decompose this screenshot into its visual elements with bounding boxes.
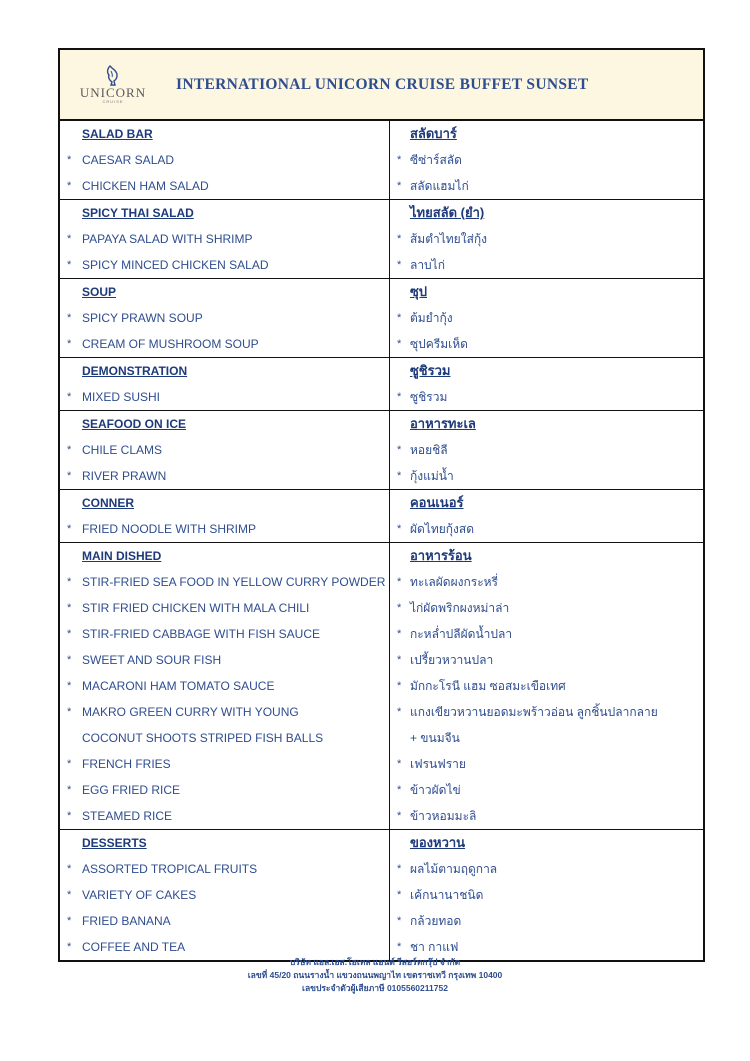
bullet-icon: * [67, 470, 72, 482]
bullet-icon: * [396, 915, 402, 927]
bullet-icon: * [67, 391, 72, 403]
menu-sections [60, 121, 703, 960]
bullet-icon: * [396, 889, 402, 901]
bullet-icon: * [67, 654, 72, 666]
bullet-icon: * [67, 706, 72, 718]
bullet-icon: * [67, 915, 72, 927]
menu-item [60, 595, 389, 621]
menu-item-label: STIR-FRIED SEA FOOD IN YELLOW CURRY POWDER [82, 575, 386, 589]
menu-item [390, 147, 703, 173]
bullet-icon: * [396, 810, 402, 822]
menu-item [390, 595, 703, 621]
menu-item [60, 908, 389, 934]
thai-column [390, 358, 703, 410]
menu-item [390, 569, 703, 595]
menu-item [60, 856, 389, 882]
menu-item-label: STIR-FRIED CABBAGE WITH FISH SAUCE [82, 627, 321, 641]
menu-item-label: เฟรนฟราย [409, 757, 466, 771]
menu-item [60, 647, 389, 673]
menu-item [390, 516, 703, 542]
section-heading: DEMONSTRATION [82, 364, 188, 378]
logo-subtext: CRUISE [102, 99, 124, 104]
unicorn-head-icon [104, 64, 122, 86]
menu-item-label: CREAM OF MUSHROOM SOUP [82, 337, 259, 351]
menu-item [390, 908, 703, 934]
menu-section [60, 410, 703, 489]
menu-item [60, 384, 389, 410]
bullet-icon: * [396, 391, 402, 403]
menu-item-label: EGG FRIED RICE [82, 783, 181, 797]
menu-item-label: ทะเลผัดผงกระหรี่ [409, 575, 499, 589]
menu-item-label: SPICY PRAWN SOUP [82, 311, 203, 325]
menu-item [390, 437, 703, 463]
menu-item [390, 725, 703, 751]
bullet-icon: * [396, 602, 402, 614]
menu-section [60, 542, 703, 829]
english-column [60, 279, 390, 357]
section-heading: SOUP [82, 285, 117, 299]
menu-item [60, 226, 389, 252]
menu-item-label: ลาบไก่ [409, 258, 445, 272]
menu-item [60, 147, 389, 173]
thai-column [390, 200, 703, 278]
menu-item-label: ไก่ผัดพริกผงหม่าล่า [409, 601, 510, 615]
menu-item-label: กุ้งแม่น้ำ [409, 469, 454, 483]
bullet-icon: * [67, 758, 72, 770]
menu-item [60, 673, 389, 699]
english-column [60, 121, 390, 199]
section-heading: DESSERTS [82, 836, 147, 850]
menu-item [60, 621, 389, 647]
menu-item-label: แกงเขียวหวานยอดมะพร้าวอ่อน ลูกชิ้นปลากลาย [409, 705, 658, 719]
bullet-icon: * [396, 312, 402, 324]
menu-item-label: FRIED BANANA [82, 914, 171, 928]
menu-item-label: ผลไม้ตามฤดูกาล [409, 862, 498, 876]
english-column [60, 543, 390, 829]
menu-item [390, 173, 703, 199]
thai-column [390, 121, 703, 199]
menu-item [390, 751, 703, 777]
bullet-icon: * [396, 628, 402, 640]
menu-item [60, 331, 389, 357]
menu-item-label: กล้วยทอด [409, 914, 462, 928]
bullet-icon: * [396, 784, 402, 796]
menu-item-label: มักกะโรนี แฮม ซอสมะเขือเทศ [409, 679, 566, 693]
menu-item [390, 463, 703, 489]
thai-column [390, 490, 703, 542]
menu-item [390, 777, 703, 803]
bullet-icon: * [396, 154, 402, 166]
menu-item [390, 305, 703, 331]
bullet-icon: * [396, 680, 402, 692]
bullet-icon: * [67, 233, 72, 245]
menu-item [390, 226, 703, 252]
menu-item [60, 777, 389, 803]
section-heading: CONNER [82, 496, 135, 510]
section-heading: ซุป [409, 284, 428, 299]
menu-section [60, 121, 703, 199]
menu-item-label: + ขนมจีน [409, 731, 460, 745]
menu-item-label: ซุปครีมเห็ด [409, 337, 468, 351]
menu-item-label: CHILE CLAMS [82, 443, 163, 457]
menu-item [60, 751, 389, 777]
bullet-icon: * [67, 602, 72, 614]
menu-item-label: SWEET AND SOUR FISH [82, 653, 222, 667]
menu-item-label: ข้าวหอมมะลิ [409, 809, 477, 823]
menu-item [390, 673, 703, 699]
menu-item [60, 173, 389, 199]
menu-item [60, 569, 389, 595]
logo-text: UNICORN [79, 85, 147, 100]
section-heading: ซูชิรวม [409, 363, 451, 378]
menu-item-label: สลัดแฮมไก่ [409, 179, 469, 193]
bullet-icon: * [396, 654, 402, 666]
bullet-icon: * [396, 259, 402, 271]
menu-item [60, 803, 389, 829]
menu-item-label: STEAMED RICE [82, 809, 173, 823]
menu-item [60, 437, 389, 463]
thai-column [390, 543, 703, 829]
menu-header [60, 50, 703, 121]
bullet-icon: * [396, 941, 402, 953]
menu-item-label: FRENCH FRIES [82, 757, 171, 771]
menu-item [60, 252, 389, 278]
bullet-icon: * [67, 180, 72, 192]
menu-item-label: เปรี้ยวหวานปลา [409, 653, 494, 667]
menu-item-label: หอยชิลี [409, 443, 448, 457]
menu-item-label: ซูชิรวม [409, 390, 448, 404]
bullet-icon: * [396, 338, 402, 350]
section-heading: สลัดบาร์ [409, 126, 457, 141]
menu-item-label: กะหล่ำปลีผัดน้ำปลา [409, 627, 513, 641]
bullet-icon: * [67, 889, 72, 901]
menu-item [390, 331, 703, 357]
menu-section [60, 489, 703, 542]
menu-item-label: STIR FRIED CHICKEN WITH MALA CHILI [82, 601, 310, 615]
menu-section [60, 278, 703, 357]
english-column [60, 411, 390, 489]
footer-tax-id: เลขประจำตัวผู้เสียภาษี 0105560211752 [302, 983, 448, 993]
page-title: INTERNATIONAL UNICORN CRUISE BUFFET SUNSET [176, 76, 589, 93]
menu-item-label: VARIETY OF CAKES [82, 888, 197, 902]
bullet-icon: * [67, 941, 72, 953]
menu-item [60, 882, 389, 908]
menu-item-label: COCONUT SHOOTS STRIPED FISH BALLS [82, 731, 324, 745]
english-column [60, 358, 390, 410]
bullet-icon: * [67, 628, 72, 640]
menu-item [60, 463, 389, 489]
company-footer [0, 956, 750, 995]
bullet-icon: * [67, 680, 72, 692]
section-heading: MAIN DISHED [82, 549, 162, 563]
menu-item-label: SPICY MINCED CHICKEN SALAD [82, 258, 269, 272]
menu-item [390, 699, 703, 725]
bullet-icon: * [396, 233, 402, 245]
bullet-icon: * [67, 863, 72, 875]
bullet-icon: * [396, 444, 402, 456]
bullet-icon: * [396, 758, 402, 770]
bullet-icon: * [67, 444, 72, 456]
section-heading: ไทยสลัด (ยำ) [409, 205, 485, 220]
menu-item-label: RIVER PRAWN [82, 469, 167, 483]
section-heading: SEAFOOD ON ICE [82, 417, 187, 431]
menu-item [390, 384, 703, 410]
menu-table [58, 48, 705, 962]
menu-item [60, 725, 389, 751]
menu-item-label: PAPAYA SALAD WITH SHRIMP [82, 232, 253, 246]
menu-item [390, 252, 703, 278]
menu-item-label: ข้าวผัดไข่ [409, 783, 461, 797]
menu-item-label: ส้มตำไทยใส่กุ้ง [409, 232, 488, 246]
english-column [60, 490, 390, 542]
menu-item [390, 621, 703, 647]
menu-item-label: MIXED SUSHI [82, 390, 161, 404]
english-column [60, 200, 390, 278]
menu-item-label: ต้มยำกุ้ง [409, 311, 453, 325]
menu-item-label: เค้กนานาชนิด [409, 888, 484, 902]
menu-item-label: MACARONI HAM TOMATO SAUCE [82, 679, 275, 693]
bullet-icon: * [67, 576, 72, 588]
bullet-icon: * [67, 523, 72, 535]
unicorn-logo [78, 64, 148, 110]
bullet-icon: * [67, 784, 72, 796]
thai-column [390, 830, 703, 960]
bullet-icon: * [67, 259, 72, 271]
menu-section [60, 829, 703, 960]
english-column [60, 830, 390, 960]
section-heading: SPICY THAI SALAD [82, 206, 194, 220]
menu-section [60, 199, 703, 278]
section-heading: ของหวาน [409, 835, 466, 850]
menu-item-label: COFFEE AND TEA [82, 940, 186, 954]
bullet-icon: * [67, 154, 72, 166]
thai-column [390, 279, 703, 357]
bullet-icon: * [396, 576, 402, 588]
menu-item-label: ซีซ่าร์สลัด [409, 153, 462, 167]
menu-item-label: CHICKEN HAM SALAD [82, 179, 209, 193]
menu-item-label: MAKRO GREEN CURRY WITH YOUNG [82, 705, 299, 719]
menu-item-label: ASSORTED TROPICAL FRUITS [82, 862, 258, 876]
menu-item [390, 647, 703, 673]
footer-company-name: บริษัท แอล.เอส.โฮเทล แอนด์ รีสอร์ทกรุ๊ป จำกัด [289, 957, 461, 967]
section-heading: อาหารร้อน [409, 548, 472, 563]
menu-item-label: ผัดไทยกุ้งสด [409, 522, 475, 536]
section-heading: คอนเนอร์ [409, 495, 464, 510]
menu-item [390, 856, 703, 882]
bullet-icon: * [396, 706, 402, 718]
menu-item-label: ชา กาแฟ [409, 940, 459, 954]
bullet-icon: * [67, 810, 72, 822]
bullet-icon: * [67, 312, 72, 324]
menu-item [390, 803, 703, 829]
bullet-icon: * [396, 180, 402, 192]
bullet-icon: * [396, 470, 402, 482]
menu-item [390, 882, 703, 908]
menu-section [60, 357, 703, 410]
menu-item-label: FRIED NOODLE WITH SHRIMP [82, 522, 257, 536]
bullet-icon: * [67, 338, 72, 350]
bullet-icon: * [396, 523, 402, 535]
menu-item-label: CAESAR SALAD [82, 153, 175, 167]
menu-item [60, 516, 389, 542]
menu-item [60, 305, 389, 331]
thai-column [390, 411, 703, 489]
section-heading: อาหารทะเล [409, 416, 476, 431]
footer-address: เลขที่ 45/20 ถนนรางน้ำ แขวงถนนพญาไท เขตราชเทวี กรุงเทพ 10400 [247, 970, 503, 980]
bullet-icon: * [396, 863, 402, 875]
menu-item [60, 699, 389, 725]
section-heading: SALAD BAR [82, 127, 153, 141]
